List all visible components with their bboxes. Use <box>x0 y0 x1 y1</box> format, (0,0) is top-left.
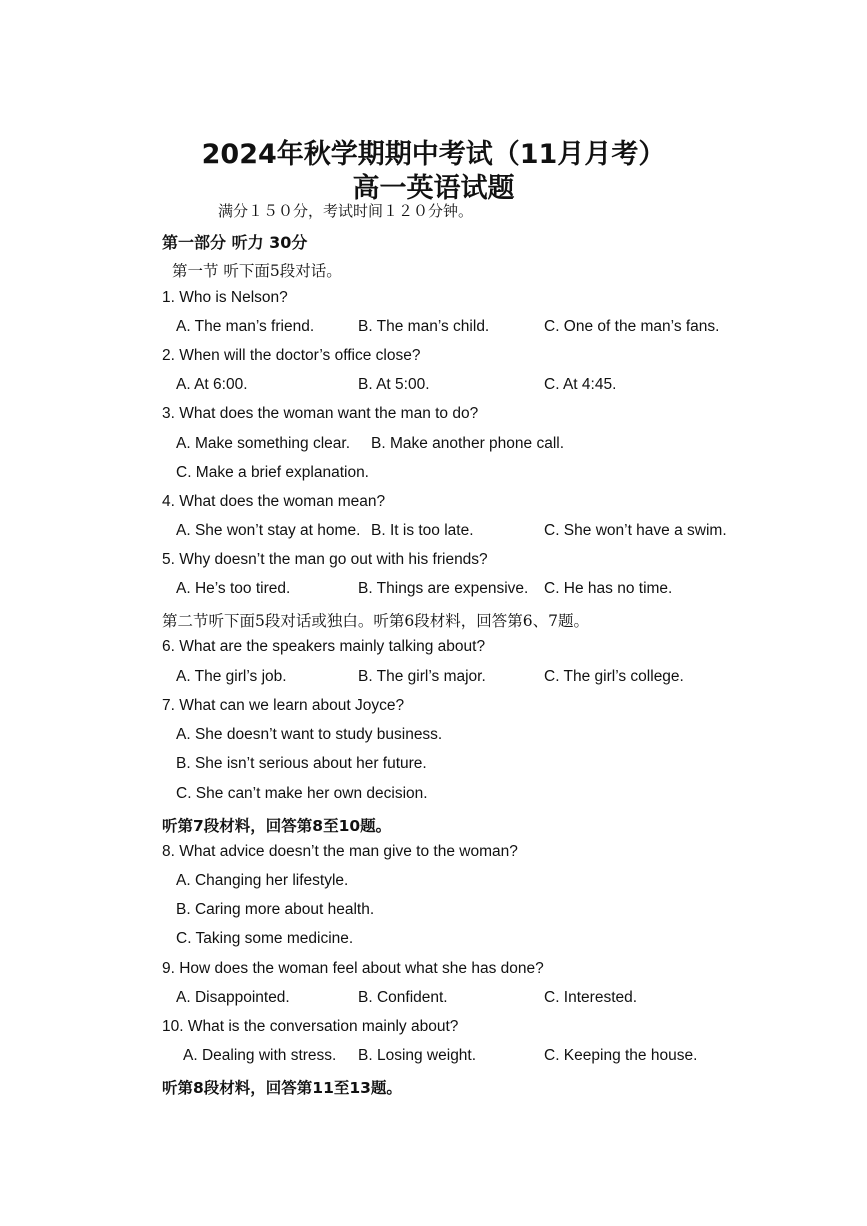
question-9: 9. How does the woman feel about what she has done? <box>162 960 544 977</box>
q7-option-a: A. She doesn’t want to study business. <box>176 726 443 743</box>
material7-instruction: 听第7段材料，回答第8至10题。 <box>162 817 392 835</box>
q7-option-b: B. She isn’t serious about her future. <box>176 755 427 772</box>
section1-instruction: 第一节 听下面5段对话。 <box>172 262 342 280</box>
q10-option-a: A. Dealing with stress. <box>183 1047 337 1064</box>
q4-option-b: B. It is too late. <box>371 522 474 539</box>
q9-option-b: B. Confident. <box>358 989 448 1006</box>
question-1: 1. Who is Nelson? <box>162 289 288 306</box>
q9-option-c: C. Interested. <box>544 989 638 1006</box>
q6-option-b: B. The girl’s major. <box>358 668 486 685</box>
q7-option-c: C. She can’t make her own decision. <box>176 785 428 802</box>
question-10: 10. What is the conversation mainly about? <box>162 1018 459 1035</box>
q2-option-c: C. At 4:45. <box>544 376 617 393</box>
q9-option-a: A. Disappointed. <box>176 989 290 1006</box>
q3-option-b: B. Make another phone call. <box>371 435 565 452</box>
q2-option-b: B. At 5:00. <box>358 376 430 393</box>
q1-option-b: B. The man’s child. <box>358 318 490 335</box>
q6-option-a: A. The girl’s job. <box>176 668 287 685</box>
q5-option-a: A. He’s too tired. <box>176 580 291 597</box>
material8-instruction: 听第8段材料，回答第11至13题。 <box>162 1079 402 1097</box>
question-7: 7. What can we learn about Joyce? <box>162 697 405 714</box>
q5-option-b: B. Things are expensive. <box>358 580 529 597</box>
q10-option-b: B. Losing weight. <box>358 1047 477 1064</box>
q8-option-c: C. Taking some medicine. <box>176 930 354 947</box>
q10-option-c: C. Keeping the house. <box>544 1047 698 1064</box>
question-2: 2. When will the doctor’s office close? <box>162 347 421 364</box>
q3-option-c: C. Make a brief explanation. <box>176 464 369 481</box>
q6-option-c: C. The girl’s college. <box>544 668 684 685</box>
exam-info: 满分１５０分，考试时间１２０分钟。 <box>218 202 474 220</box>
exam-title: 2024年秋学期期中考试（11月月考） <box>201 139 666 170</box>
exam-subtitle: 高一英语试题 <box>352 173 515 204</box>
question-6: 6. What are the speakers mainly talking about? <box>162 638 486 655</box>
q4-option-a: A. She won’t stay at home. <box>176 522 361 539</box>
q1-option-a: A. The man’s friend. <box>176 318 315 335</box>
q8-option-b: B. Caring more about health. <box>176 901 375 918</box>
question-4: 4. What does the woman mean? <box>162 493 386 510</box>
q4-option-c: C. She won’t have a swim. <box>544 522 727 539</box>
q3-option-a: A. Make something clear. <box>176 435 351 452</box>
q5-option-c: C. He has no time. <box>544 580 673 597</box>
question-8: 8. What advice doesn’t the man give to the woman? <box>162 843 518 860</box>
q1-option-c: C. One of the man’s fans. <box>544 318 720 335</box>
question-5: 5. Why doesn’t the man go out with his friends? <box>162 551 488 568</box>
section2-instruction: 第二节听下面5段对话或独白。听第6段材料，回答第6、7题。 <box>162 612 589 630</box>
question-3: 3. What does the woman want the man to do? <box>162 405 479 422</box>
q8-option-a: A. Changing her lifestyle. <box>176 872 349 889</box>
part1-heading: 第一部分 听力 30分 <box>162 233 308 252</box>
q2-option-a: A. At 6:00. <box>176 376 248 393</box>
